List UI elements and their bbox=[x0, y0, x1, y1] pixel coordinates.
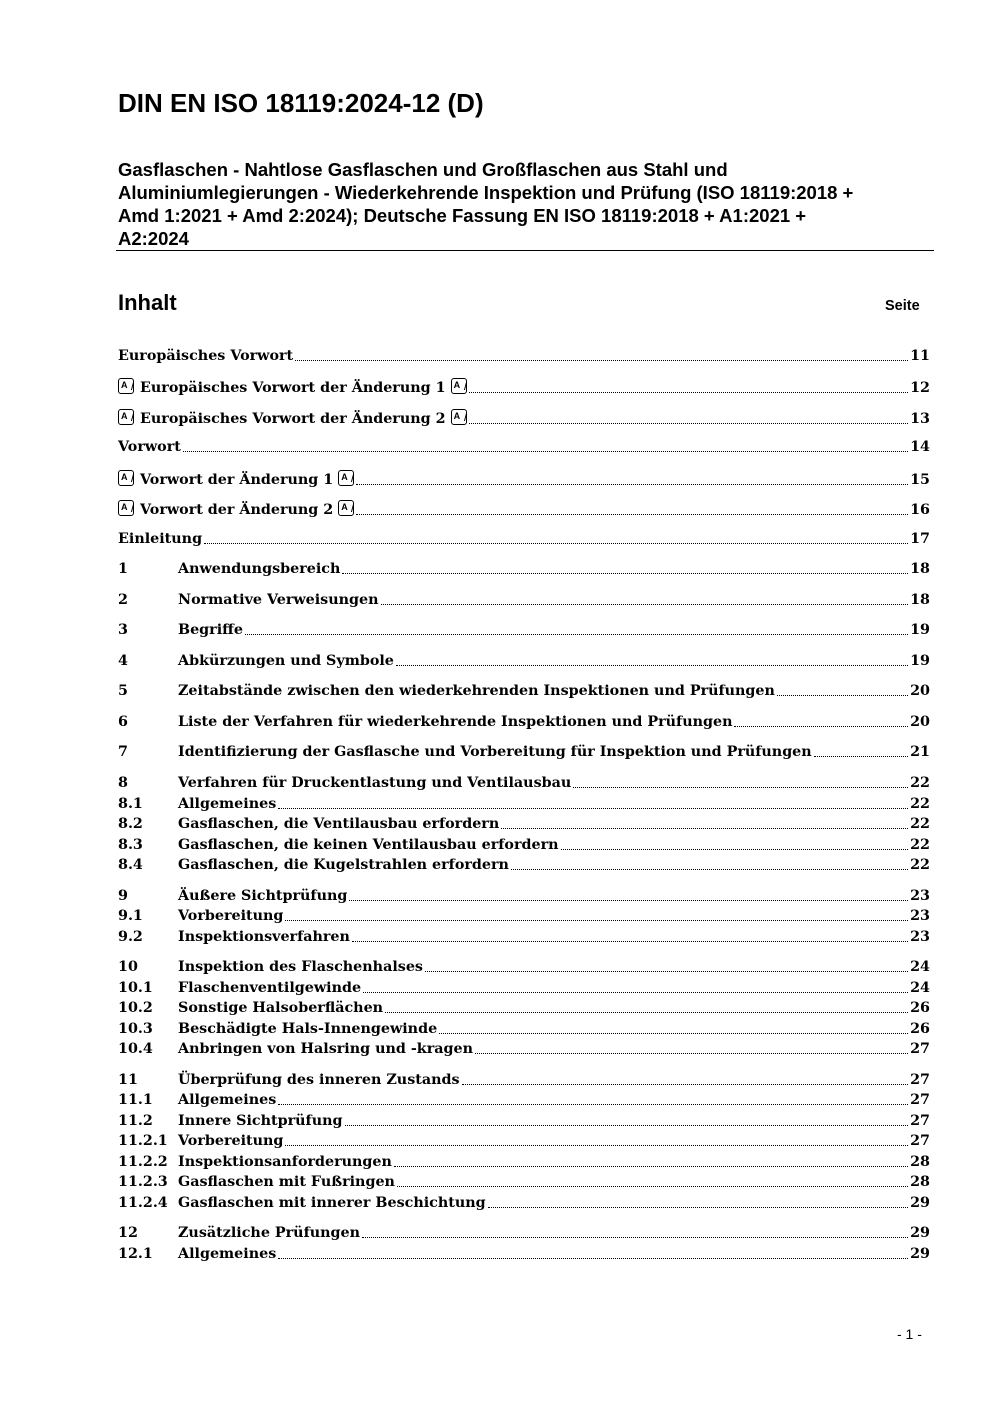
toc-entry[interactable] bbox=[118, 796, 930, 812]
amendment-start-marker-icon: A bbox=[118, 409, 134, 425]
toc-entry-number: 11.1 bbox=[118, 1092, 153, 1108]
title-divider bbox=[116, 250, 934, 251]
toc-entry-number: 9.1 bbox=[118, 908, 143, 924]
toc-entry-number: 8 bbox=[118, 775, 128, 791]
toc-entry-page: 27 bbox=[910, 1072, 930, 1088]
toc-entry[interactable] bbox=[118, 531, 930, 547]
amendment-start-marker-icon: A bbox=[118, 470, 134, 486]
toc-entry-text: Inspektion des Flaschenhalses bbox=[178, 959, 423, 975]
toc-entry-label bbox=[178, 1000, 383, 1016]
toc-leader-dots bbox=[394, 1166, 908, 1167]
toc-entry-page: 22 bbox=[910, 816, 930, 832]
toc-entry-page: 18 bbox=[910, 592, 930, 608]
toc-entry-text: Anwendungsbereich bbox=[178, 561, 341, 577]
toc-entry-number: 8.2 bbox=[118, 816, 143, 832]
toc-leader-dots bbox=[362, 1237, 908, 1238]
toc-entry[interactable] bbox=[118, 1072, 930, 1088]
toc-entry-label bbox=[178, 1154, 392, 1170]
toc-entry[interactable] bbox=[118, 775, 930, 791]
toc-entry[interactable] bbox=[118, 714, 930, 730]
toc-leader-dots bbox=[278, 1258, 908, 1259]
toc-entry-number: 8.4 bbox=[118, 857, 143, 873]
toc-leader-dots bbox=[204, 543, 908, 544]
toc-entry-number: 10.2 bbox=[118, 1000, 153, 1016]
toc-entry[interactable] bbox=[118, 470, 930, 488]
toc-entry[interactable] bbox=[118, 500, 930, 518]
toc-entry-text: Innere Sichtprüfung bbox=[178, 1113, 343, 1129]
toc-entry[interactable] bbox=[118, 908, 930, 924]
toc-entry[interactable] bbox=[118, 653, 930, 669]
toc-heading: Inhalt bbox=[118, 290, 177, 315]
toc-leader-dots bbox=[561, 849, 909, 850]
toc-entry-label bbox=[118, 500, 354, 518]
toc-entry-number: 1 bbox=[118, 561, 128, 577]
toc-entry-page: 20 bbox=[910, 714, 930, 730]
toc-entry-page: 24 bbox=[910, 959, 930, 975]
toc-entry[interactable] bbox=[118, 959, 930, 975]
page-column-label: Seite bbox=[885, 298, 920, 314]
toc-entry-label bbox=[178, 908, 283, 924]
toc-entry-page: 12 bbox=[910, 380, 930, 396]
toc-entry[interactable] bbox=[118, 348, 930, 364]
toc-leader-dots bbox=[381, 604, 909, 605]
toc-leader-dots bbox=[356, 484, 908, 485]
toc-leader-dots bbox=[349, 900, 908, 901]
toc-entry-number: 12.1 bbox=[118, 1246, 153, 1262]
toc-entry-label bbox=[178, 816, 499, 832]
toc-entry-text: Europäisches Vorwort der Änderung 2 bbox=[140, 411, 446, 427]
toc-entry[interactable] bbox=[118, 1133, 930, 1149]
toc-entry-page: 15 bbox=[910, 472, 930, 488]
toc-entry-label bbox=[178, 653, 394, 669]
toc-entry-page: 18 bbox=[910, 561, 930, 577]
toc-entry[interactable] bbox=[118, 561, 930, 577]
toc-entry[interactable] bbox=[118, 683, 930, 699]
toc-entry-label bbox=[178, 744, 812, 760]
toc-leader-dots bbox=[469, 392, 909, 393]
toc-leader-dots bbox=[356, 514, 908, 515]
toc-entry-number: 10.4 bbox=[118, 1041, 153, 1057]
toc-entry-page: 29 bbox=[910, 1225, 930, 1241]
toc-entry[interactable] bbox=[118, 857, 930, 873]
toc-entry-text: Überprüfung des inneren Zustands bbox=[178, 1072, 460, 1088]
toc-entry-page: 29 bbox=[910, 1195, 930, 1211]
toc-entry[interactable] bbox=[118, 744, 930, 760]
document-title-line: Aluminiumlegierungen - Wiederkehrende Inspektion und Prüfung (ISO 18119:2018 + bbox=[118, 182, 854, 203]
toc-entry-label bbox=[178, 592, 379, 608]
toc-entry-label bbox=[178, 561, 340, 577]
toc-entry[interactable] bbox=[118, 1092, 930, 1108]
toc-entry-number: 11.2 bbox=[118, 1113, 153, 1129]
toc-entry[interactable] bbox=[118, 837, 930, 853]
toc-leader-dots bbox=[245, 634, 908, 635]
toc-entry-text: Europäisches Vorwort der Änderung 1 bbox=[140, 380, 446, 396]
toc-leader-dots bbox=[777, 695, 908, 696]
toc-entry[interactable] bbox=[118, 929, 930, 945]
toc-entry-page: 23 bbox=[910, 908, 930, 924]
toc-entry-label bbox=[178, 775, 571, 791]
toc-entry-number: 11.2.3 bbox=[118, 1174, 168, 1190]
toc-entry-page: 17 bbox=[910, 531, 930, 547]
toc-entry-text: Gasflaschen, die Ventilausbau erfordern bbox=[178, 816, 500, 832]
toc-entry[interactable] bbox=[118, 622, 930, 638]
toc-entry-number: 11.2.4 bbox=[118, 1195, 168, 1211]
toc-entry-label bbox=[118, 439, 181, 455]
toc-entry-number: 2 bbox=[118, 592, 128, 608]
toc-entry-page: 19 bbox=[910, 622, 930, 638]
toc-entry-label bbox=[178, 1092, 276, 1108]
toc-entry[interactable] bbox=[118, 1174, 930, 1190]
toc-entry-page: 13 bbox=[910, 411, 930, 427]
toc-entry[interactable] bbox=[118, 592, 930, 608]
amendment-start-marker-icon: A bbox=[118, 500, 134, 516]
toc-leader-dots bbox=[439, 1033, 908, 1034]
toc-entry-text: Vorbereitung bbox=[178, 1133, 284, 1149]
toc-entry-text: Begriffe bbox=[178, 622, 243, 638]
toc-entry-page: 26 bbox=[910, 1000, 930, 1016]
toc-entry-label bbox=[118, 470, 354, 488]
toc-entry-label bbox=[118, 348, 293, 364]
page-number-footer: - 1 - bbox=[897, 1326, 922, 1342]
toc-entry-label bbox=[178, 837, 559, 853]
toc-entry-page: 27 bbox=[910, 1092, 930, 1108]
toc-entry[interactable] bbox=[118, 1113, 930, 1129]
toc-leader-dots bbox=[511, 869, 908, 870]
document-title bbox=[118, 158, 928, 250]
toc-entry[interactable] bbox=[118, 1246, 930, 1262]
toc-entry-number: 10.3 bbox=[118, 1021, 153, 1037]
toc-entry-text: Gasflaschen, die Kugelstrahlen erfordern bbox=[178, 857, 509, 873]
toc-leader-dots bbox=[573, 787, 908, 788]
toc-entry-text: Vorwort bbox=[118, 439, 181, 455]
toc-entry-page: 28 bbox=[910, 1154, 930, 1170]
toc-entry[interactable] bbox=[118, 409, 930, 427]
toc-entry-number: 9 bbox=[118, 888, 128, 904]
toc-entry-label bbox=[178, 1072, 460, 1088]
toc-entry-page: 11 bbox=[910, 348, 930, 364]
toc-entry-number: 3 bbox=[118, 622, 128, 638]
toc-entry-text: Sonstige Halsoberflächen bbox=[178, 1000, 384, 1016]
toc-entry[interactable] bbox=[118, 1195, 930, 1211]
toc-entry-number: 11.2.2 bbox=[118, 1154, 168, 1170]
toc-entry-page: 22 bbox=[910, 837, 930, 853]
toc-entry-text: Normative Verweisungen bbox=[178, 592, 379, 608]
toc-leader-dots bbox=[352, 941, 908, 942]
toc-entry-text: Vorwort der Änderung 1 bbox=[140, 472, 334, 488]
toc-leader-dots bbox=[183, 451, 908, 452]
toc-leader-dots bbox=[397, 1186, 908, 1187]
toc-entry-text: Zeitabstände zwischen den wiederkehrenden Inspektionen und Prüfungen bbox=[178, 683, 775, 699]
toc-entry-text: Inspektionsverfahren bbox=[178, 929, 350, 945]
toc-entry[interactable] bbox=[118, 1154, 930, 1170]
toc-entry-text: Identifizierung der Gasflasche und Vorbereitung für Inspektion und Prüfungen bbox=[178, 744, 812, 760]
toc-entry[interactable] bbox=[118, 980, 930, 996]
toc-entry-text: Liste der Verfahren für wiederkehrende Inspektionen und Prüfungen bbox=[178, 714, 733, 730]
toc-entry-text: Anbringen von Halsring und -kragen bbox=[178, 1041, 473, 1057]
toc-entry-number: 9.2 bbox=[118, 929, 143, 945]
toc-entry-label bbox=[178, 857, 509, 873]
amendment-end-marker-icon: A bbox=[338, 470, 354, 486]
toc-leader-dots bbox=[475, 1053, 908, 1054]
toc-entry-page: 27 bbox=[910, 1133, 930, 1149]
toc-entry-text: Beschädigte Hals-Innengewinde bbox=[178, 1021, 438, 1037]
toc-entry-page: 29 bbox=[910, 1246, 930, 1262]
toc-entry-page: 22 bbox=[910, 796, 930, 812]
toc-entry-label bbox=[178, 622, 243, 638]
toc-leader-dots bbox=[814, 756, 908, 757]
toc-entry-label bbox=[178, 1133, 283, 1149]
toc-leader-dots bbox=[285, 920, 908, 921]
toc-leader-dots bbox=[295, 360, 908, 361]
toc-entry-number: 11 bbox=[118, 1072, 138, 1088]
toc-entry[interactable] bbox=[118, 1041, 930, 1057]
toc-leader-dots bbox=[396, 665, 908, 666]
toc-entry-number: 6 bbox=[118, 714, 128, 730]
toc-entry-text: Verfahren für Druckentlastung und Ventilausbau bbox=[178, 775, 572, 791]
toc-entry-number: 7 bbox=[118, 744, 128, 760]
toc-entry[interactable] bbox=[118, 439, 930, 455]
document-title-line: A2:2024 bbox=[118, 228, 189, 249]
toc-entry[interactable] bbox=[118, 1021, 930, 1037]
toc-entry-number: 5 bbox=[118, 683, 128, 699]
toc-entry-text: Gasflaschen mit Fußringen bbox=[178, 1174, 395, 1190]
toc-leader-dots bbox=[278, 808, 908, 809]
toc-entry-text: Inspektionsanforderungen bbox=[178, 1154, 392, 1170]
toc-entry-page: 20 bbox=[910, 683, 930, 699]
toc-entry-number: 12 bbox=[118, 1225, 138, 1241]
toc-entry-page: 28 bbox=[910, 1174, 930, 1190]
toc-leader-dots bbox=[734, 726, 908, 727]
toc-entry-text: Gasflaschen mit innerer Beschichtung bbox=[178, 1195, 486, 1211]
document-id: DIN EN ISO 18119:2024-12 (D) bbox=[118, 88, 484, 118]
toc-entry-page: 26 bbox=[910, 1021, 930, 1037]
toc-entry-text: Vorwort der Änderung 2 bbox=[140, 502, 334, 518]
toc-leader-dots bbox=[469, 423, 909, 424]
toc-entry-label bbox=[178, 888, 347, 904]
toc-leader-dots bbox=[345, 1125, 909, 1126]
toc-entry-label bbox=[178, 683, 775, 699]
document-title-line: Amd 1:2021 + Amd 2:2024); Deutsche Fassung EN ISO 18119:2018 + A1:2021 + bbox=[118, 205, 807, 226]
toc-entry-number: 8.3 bbox=[118, 837, 143, 853]
toc-entry-page: 22 bbox=[910, 857, 930, 873]
toc-leader-dots bbox=[342, 573, 908, 574]
amendment-start-marker-icon: A bbox=[118, 378, 134, 394]
toc-entry-page: 19 bbox=[910, 653, 930, 669]
toc-entry-label bbox=[178, 1225, 360, 1241]
toc-entry-text: Flaschenventilgewinde bbox=[178, 980, 362, 996]
document-title-line: Gasflaschen - Nahtlose Gasflaschen und Großflaschen aus Stahl und bbox=[118, 159, 728, 180]
toc-entry-label bbox=[178, 959, 423, 975]
toc-entry-text: Allgemeines bbox=[178, 1246, 277, 1262]
toc-entry-label bbox=[118, 378, 467, 396]
toc-leader-dots bbox=[278, 1104, 908, 1105]
toc-leader-dots bbox=[501, 828, 908, 829]
toc-entry-number: 4 bbox=[118, 653, 128, 669]
toc-entry[interactable] bbox=[118, 1225, 930, 1241]
toc-entry-label bbox=[178, 1246, 276, 1262]
toc-entry-number: 10.1 bbox=[118, 980, 153, 996]
toc-entry-page: 27 bbox=[910, 1041, 930, 1057]
toc-entry-text: Einleitung bbox=[118, 531, 203, 547]
toc-entry-page: 14 bbox=[910, 439, 930, 455]
toc-entry-number: 11.2.1 bbox=[118, 1133, 168, 1149]
toc-entry-page: 21 bbox=[910, 744, 930, 760]
amendment-end-marker-icon: A bbox=[338, 500, 354, 516]
toc-entry-page: 24 bbox=[910, 980, 930, 996]
toc-entry-text: Gasflaschen, die keinen Ventilausbau erfordern bbox=[178, 837, 559, 853]
amendment-end-marker-icon: A bbox=[451, 378, 467, 394]
toc-entry-label bbox=[178, 929, 350, 945]
toc-leader-dots bbox=[385, 1012, 908, 1013]
toc-entry[interactable] bbox=[118, 816, 930, 832]
toc-entry-text: Zusätzliche Prüfungen bbox=[178, 1225, 361, 1241]
toc-entry[interactable] bbox=[118, 378, 930, 396]
toc-entry-text: Europäisches Vorwort bbox=[118, 348, 294, 364]
toc-entry-text: Vorbereitung bbox=[178, 908, 284, 924]
amendment-end-marker-icon: A bbox=[451, 409, 467, 425]
toc-leader-dots bbox=[363, 992, 908, 993]
toc-entry-label bbox=[178, 714, 732, 730]
toc-entry-label bbox=[178, 1174, 395, 1190]
toc-entry-page: 23 bbox=[910, 929, 930, 945]
toc-entry-text: Äußere Sichtprüfung bbox=[178, 888, 348, 904]
toc-entry-label bbox=[118, 531, 202, 547]
toc-entry-number: 10 bbox=[118, 959, 138, 975]
toc-entry-number: 8.1 bbox=[118, 796, 143, 812]
toc-leader-dots bbox=[425, 971, 908, 972]
toc-entry-text: Allgemeines bbox=[178, 796, 277, 812]
toc-entry-label bbox=[118, 409, 467, 427]
toc-entry-page: 27 bbox=[910, 1113, 930, 1129]
toc-entry-page: 16 bbox=[910, 502, 930, 518]
toc-entry[interactable] bbox=[118, 1000, 930, 1016]
toc-entry-label bbox=[178, 1021, 437, 1037]
toc-leader-dots bbox=[462, 1084, 909, 1085]
toc-entry-label bbox=[178, 796, 276, 812]
toc-entry-label bbox=[178, 1195, 486, 1211]
toc-leader-dots bbox=[285, 1145, 908, 1146]
toc-leader-dots bbox=[488, 1207, 908, 1208]
toc-entry-label bbox=[178, 1041, 473, 1057]
toc-entry-page: 22 bbox=[910, 775, 930, 791]
toc-entry-text: Abkürzungen und Symbole bbox=[178, 653, 394, 669]
toc-entry-label bbox=[178, 1113, 343, 1129]
toc-entry-text: Allgemeines bbox=[178, 1092, 277, 1108]
toc-entry-label bbox=[178, 980, 361, 996]
toc-entry-page: 23 bbox=[910, 888, 930, 904]
toc-entry[interactable] bbox=[118, 888, 930, 904]
